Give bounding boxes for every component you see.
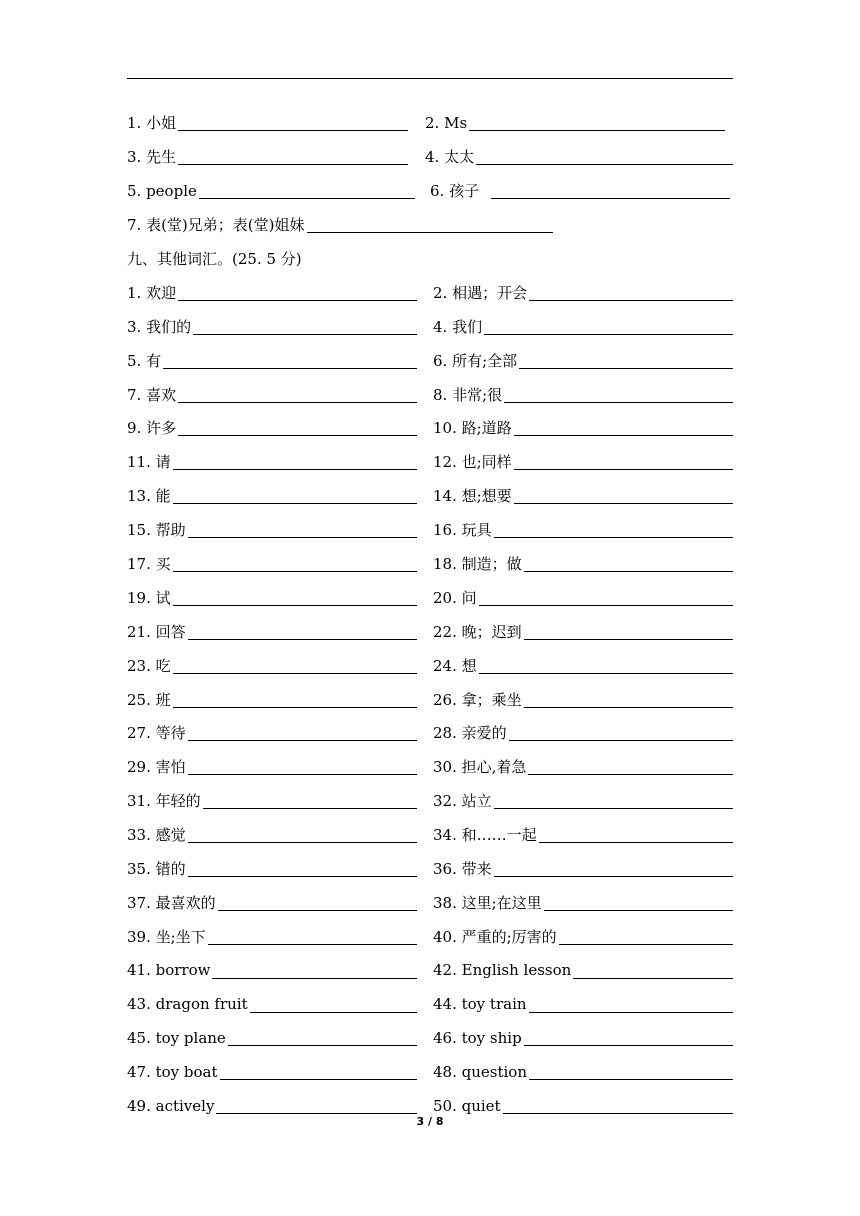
vocab-item [127,580,417,614]
vocab-row [127,309,733,343]
answer-blank[interactable] [529,300,733,301]
vocab-row [127,377,733,411]
answer-blank[interactable] [476,164,733,165]
vocab-label: 25. 班 [127,690,171,709]
answer-blank[interactable] [524,1045,733,1046]
vocab-label: 44. toy train [433,995,527,1014]
answer-blank[interactable] [524,639,733,640]
vocab-label: 50. quiet [433,1096,501,1115]
vocab-label: 41. borrow [127,961,211,980]
vocab-label: 26. 拿；乘坐 [433,690,522,709]
answer-blank[interactable] [479,605,733,606]
vocab-label: 4. 我们 [433,317,483,336]
vocab-item [433,343,733,377]
vocab-row [127,513,733,547]
answer-blank[interactable] [173,469,417,470]
vocab-row [127,275,733,309]
vocab-label: 42. English lesson [433,961,572,980]
vocab-item [127,106,408,140]
vocab-row [127,547,733,581]
answer-blank[interactable] [539,842,733,843]
vocab-item [127,343,417,377]
vocab-row [127,784,733,818]
vocab-item [430,174,730,208]
vocab-row [127,343,733,377]
vocab-label: 30. 担心,着急 [433,758,527,777]
answer-blank[interactable] [494,537,733,538]
answer-blank[interactable] [218,910,417,911]
answer-blank[interactable] [514,435,733,436]
vocab-item [127,140,408,174]
vocab-row [127,648,733,682]
answer-blank[interactable] [173,707,417,708]
vocab-label: 2. Ms [425,113,468,132]
vocab-item [433,614,733,648]
vocab-item [433,513,733,547]
vocab-item [433,377,733,411]
vocab-row [127,852,733,886]
vocab-row [127,953,733,987]
vocab-row [127,1055,733,1089]
vocab-label: 20. 问 [433,588,477,607]
vocab-label: 38. 这里;在这里 [433,893,542,912]
vocab-item [433,275,733,309]
vocab-item [433,885,733,919]
vocab-item [127,784,417,818]
vocab-label: 37. 最喜欢的 [127,893,216,912]
family-row-1 [127,106,733,140]
vocab-label: 19. 试 [127,588,171,607]
vocab-item [433,411,733,445]
vocab-label: 4. 太太 [425,148,475,167]
answer-blank[interactable] [504,402,733,403]
vocab-item [425,140,733,174]
vocab-label: 22. 晚；迟到 [433,622,522,641]
answer-blank[interactable] [519,368,733,369]
vocab-label: 33. 感觉 [127,826,186,845]
vocab-item [433,852,733,886]
vocab-label: 3. 我们的 [127,317,192,336]
vocab-item [433,953,733,987]
vocab-label: 8. 非常;很 [433,385,503,404]
vocab-row [127,818,733,852]
vocab-item [127,852,417,886]
vocab-label: 27. 等待 [127,724,186,743]
vocab-label: 40. 严重的;厉害的 [433,927,557,946]
answer-blank[interactable] [188,639,417,640]
vocab-item [433,648,733,682]
answer-blank[interactable] [529,1079,733,1080]
answer-blank[interactable] [509,740,733,741]
vocab-label: 5. 有 [127,351,162,370]
answer-blank[interactable] [173,605,417,606]
vocab-label: 2. 相遇；开会 [433,283,528,302]
vocab-label: 7. 喜欢 [127,385,177,404]
vocab-row [127,987,733,1021]
vocab-row [127,885,733,919]
vocab-label: 29. 害怕 [127,758,186,777]
vocab-item [433,479,733,513]
answer-blank[interactable] [250,1012,417,1013]
vocab-item [433,309,733,343]
other-words-list [127,275,733,1122]
vocab-label: 31. 年轻的 [127,792,201,811]
vocab-row [127,580,733,614]
vocab-row [127,682,733,716]
answer-blank[interactable] [524,571,733,572]
vocab-label: 36. 带来 [433,860,492,879]
vocab-label: 1. 小姐 [127,114,177,133]
answer-blank[interactable] [514,469,733,470]
vocab-item [433,750,733,784]
answer-blank[interactable] [494,808,733,809]
vocab-item [127,818,417,852]
vocab-label: 6. 所有;全部 [433,351,518,370]
vocab-row [127,411,733,445]
vocab-label: 14. 想;想要 [433,487,512,506]
family-row-3 [127,174,733,208]
vocab-label: 43. dragon fruit [127,995,248,1014]
vocab-item [433,716,733,750]
vocab-label: 28. 亲爱的 [433,724,507,743]
vocab-label: 18. 制造；做 [433,555,522,574]
header-rule [127,78,733,79]
answer-blank[interactable] [307,232,554,233]
section-heading: 九、其他词汇。(25. 5 分) [127,250,302,268]
vocab-item [433,784,733,818]
answer-blank[interactable] [469,130,725,131]
vocab-label: 6. 孩子 [430,182,480,201]
vocab-label: 17. 买 [127,555,171,574]
vocab-item [433,1021,733,1055]
vocab-label: 3. 先生 [127,148,177,167]
vocab-item [127,309,417,343]
answer-blank[interactable] [178,130,408,131]
vocab-row [127,716,733,750]
vocab-row [127,1021,733,1055]
vocab-label: 48. question [433,1062,527,1081]
vocab-item [127,716,417,750]
vocab-item [127,208,553,242]
vocab-label: 35. 错的 [127,860,186,879]
vocab-label: 39. 坐;坐下 [127,927,206,946]
answer-blank[interactable] [188,537,417,538]
answer-blank[interactable] [199,198,415,199]
answer-blank[interactable] [208,944,417,945]
vocab-item [127,885,417,919]
vocab-item [433,919,733,953]
vocab-item [127,648,417,682]
vocab-item [433,1055,733,1089]
family-row-2 [127,140,733,174]
vocab-item [433,987,733,1021]
vocab-label: 34. 和……一起 [433,826,537,845]
answer-blank[interactable] [514,503,733,504]
answer-blank[interactable] [193,334,417,335]
answer-blank[interactable] [228,1045,417,1046]
vocab-item [127,411,417,445]
answer-blank[interactable] [173,503,417,504]
answer-blank[interactable] [188,876,417,877]
answer-blank[interactable] [524,707,733,708]
answer-blank[interactable] [491,198,730,199]
answer-blank[interactable] [484,334,733,335]
vocab-row [127,614,733,648]
vocab-label: 49. actively [127,1096,215,1115]
vocab-item [433,445,733,479]
vocab-label: 45. toy plane [127,1028,226,1047]
vocab-item [127,547,417,581]
vocab-row [127,445,733,479]
vocab-item [433,547,733,581]
answer-blank[interactable] [220,1079,417,1080]
answer-blank[interactable] [479,673,733,674]
vocab-item [127,953,417,987]
vocab-item [127,750,417,784]
answer-blank[interactable] [212,978,417,979]
vocab-item [127,174,415,208]
answer-blank[interactable] [178,164,408,165]
vocab-item [127,919,417,953]
vocab-label: 10. 路;道路 [433,419,512,438]
vocab-item [425,106,725,140]
answer-blank[interactable] [528,774,733,775]
vocab-item [433,818,733,852]
vocab-item [127,682,417,716]
vocab-label: 21. 回答 [127,622,186,641]
vocab-item [127,445,417,479]
vocab-label: 13. 能 [127,487,171,506]
vocab-row [127,750,733,784]
answer-blank[interactable] [529,1012,733,1013]
vocab-item [127,614,417,648]
answer-blank[interactable] [173,673,417,674]
vocab-label: 9. 许多 [127,419,177,438]
answer-blank[interactable] [573,978,733,979]
vocab-item [127,275,417,309]
answer-blank[interactable] [188,842,417,843]
vocab-item [127,987,417,1021]
page-number: 3 / 8 [416,1115,444,1128]
vocab-label: 15. 帮助 [127,521,186,540]
vocab-label: 7. 表(堂)兄弟；表(堂)姐妹 [127,216,305,235]
vocab-label: 11. 请 [127,453,171,472]
vocab-label: 47. toy boat [127,1062,218,1081]
vocab-label: 23. 吃 [127,656,171,675]
answer-blank[interactable] [163,368,417,369]
vocab-label: 12. 也;同样 [433,453,512,472]
answer-blank[interactable] [188,774,417,775]
vocab-item [127,1021,417,1055]
vocab-item [433,580,733,614]
vocab-label: 32. 站立 [433,792,492,811]
answer-blank[interactable] [188,740,417,741]
vocab-row [127,479,733,513]
vocab-item [127,1055,417,1089]
vocab-label: 5. people [127,181,197,200]
vocab-item [127,513,417,547]
answer-blank[interactable] [559,944,733,945]
answer-blank[interactable] [494,876,733,877]
family-row-4 [127,208,733,242]
vocab-label: 16. 玩具 [433,521,492,540]
answer-blank[interactable] [173,571,417,572]
vocab-item [127,479,417,513]
answer-blank[interactable] [178,300,417,301]
vocab-item [127,377,417,411]
answer-blank[interactable] [203,808,417,809]
vocab-row [127,919,733,953]
answer-blank[interactable] [544,910,733,911]
answer-blank[interactable] [178,402,417,403]
vocab-label: 46. toy ship [433,1028,522,1047]
vocab-label: 24. 想 [433,656,477,675]
answer-blank[interactable] [178,435,417,436]
vocab-item [433,682,733,716]
vocab-label: 1. 欢迎 [127,283,177,302]
worksheet-body [127,106,733,1123]
